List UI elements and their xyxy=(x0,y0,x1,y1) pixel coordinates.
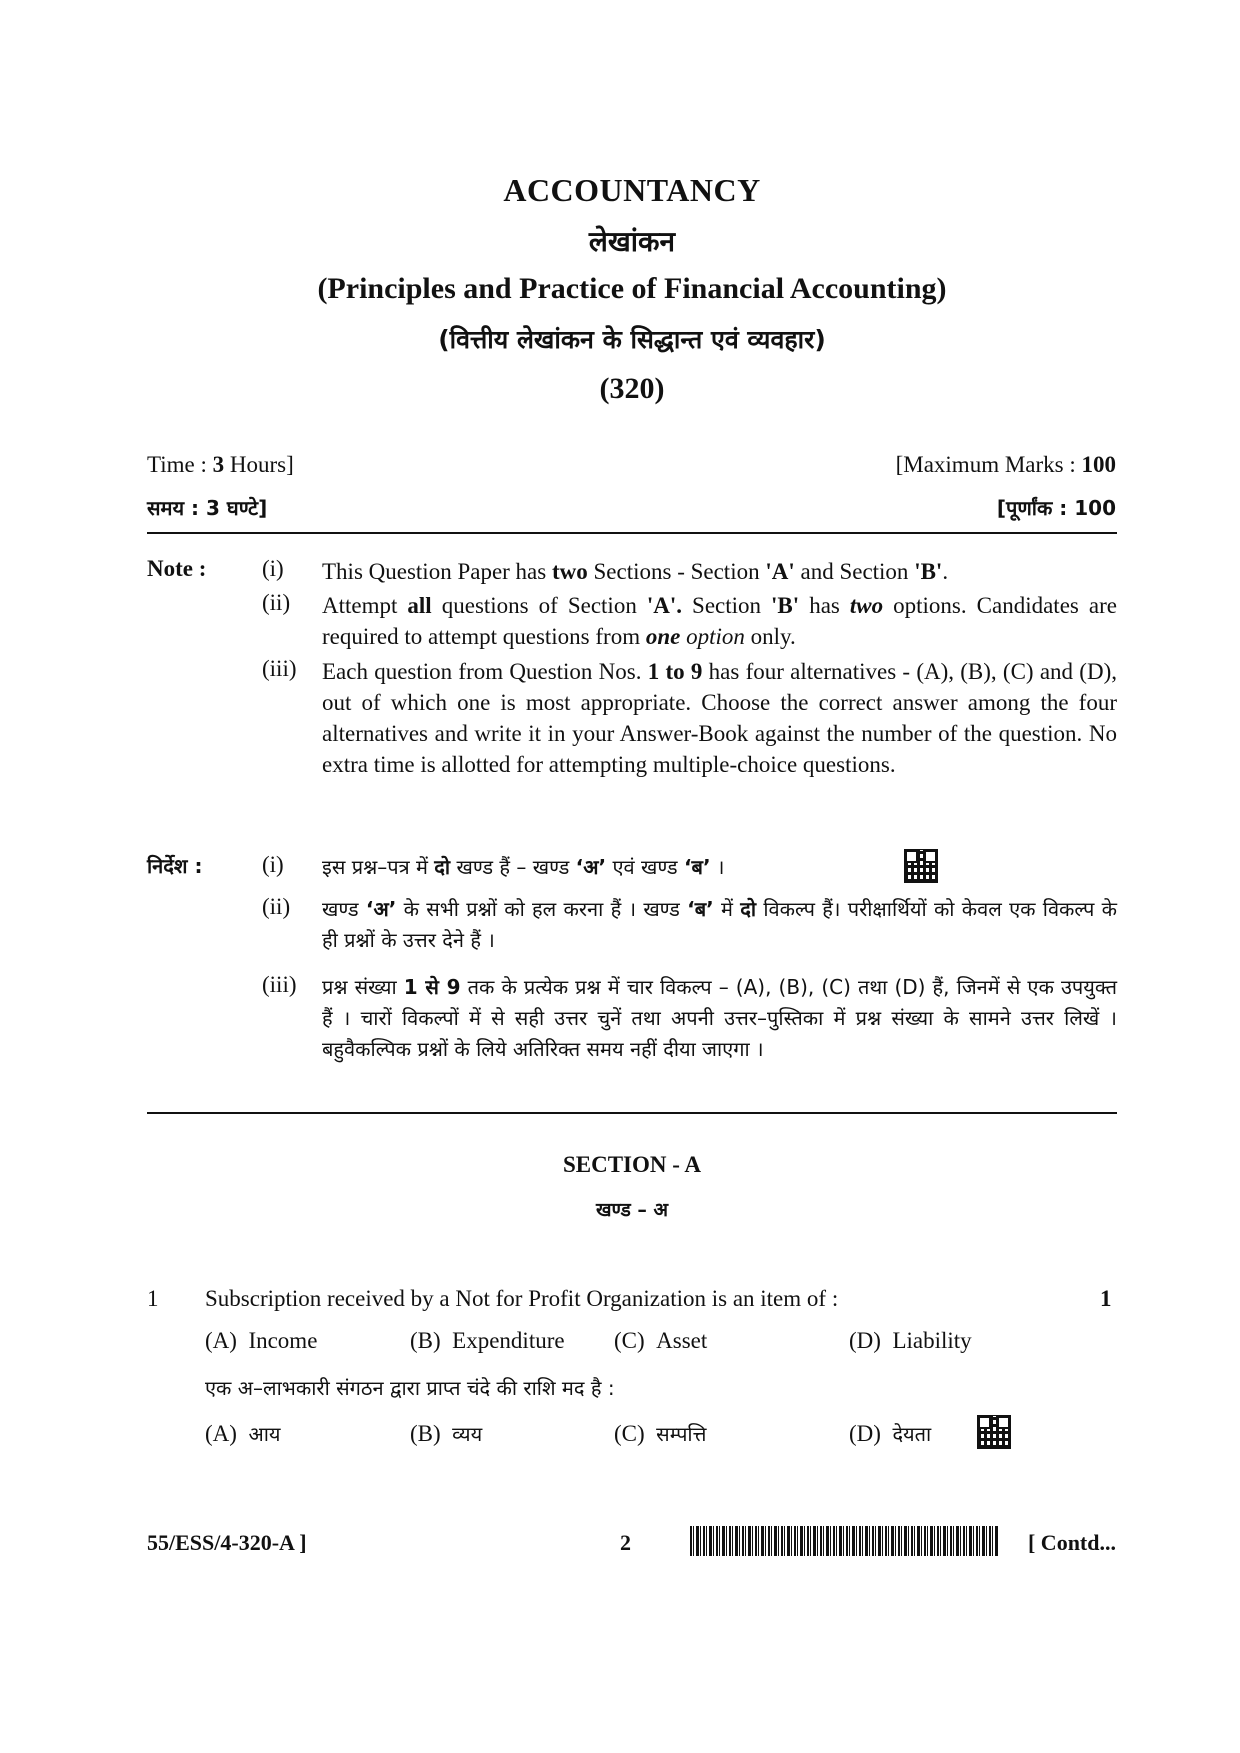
note-item: Attempt all questions of Section 'A'. Section 'B' has two options. Candidates are required to attempt questions from one option only. xyxy=(322,593,1117,649)
option-b: (B) Expenditure xyxy=(410,1328,565,1353)
time-allowed: Time : 3 Hours] xyxy=(147,452,294,477)
notes-divider xyxy=(147,1112,1117,1114)
option-d-hindi: (D) देयता xyxy=(849,1421,932,1446)
note-item-hindi: प्रश्न संख्या 1 से 9 तक के प्रत्येक प्रश्न में चार विकल्प – (A), (B), (C) तथा (D) हैं, जिनमें से एक उपयुक्त हैं । चारों विकल्पों में से सही उत्तर चुनें तथा अपनी उत्तर–पुस्तिका में प्रश्न संख्या के सामने उत्तर लिखें । बहुवैकल्पिक प्रश्नों के लिये अतिरिक्त समय नहीं दीया जाएगा । xyxy=(322,975,1117,1061)
note-item-number: (ii) xyxy=(262,894,291,919)
section-title-hindi: खण्ड – अ xyxy=(596,1199,668,1221)
header-divider xyxy=(147,532,1117,534)
question-number: 1 xyxy=(147,1286,159,1311)
option-b-hindi: (B) व्यय xyxy=(410,1421,483,1446)
paper-title: ACCOUNTANCY xyxy=(503,172,761,208)
note-item-number: (iii) xyxy=(262,972,297,997)
option-d: (D) Liability xyxy=(849,1328,972,1353)
paper-title-hindi: लेखांकन xyxy=(588,225,676,258)
question-text-hindi: एक अ–लाभकारी संगठन द्वारा प्राप्त चंदे की राशि मद है : xyxy=(205,1376,615,1400)
page-number: 2 xyxy=(620,1530,631,1555)
maximum-marks: [Maximum Marks : 100 xyxy=(895,452,1116,477)
note-item-number: (i) xyxy=(262,556,284,581)
paper-subtitle: (Principles and Practice of Financial Accounting) xyxy=(317,272,947,305)
paper-code-footer: 55/ESS/4-320-A ] xyxy=(147,1530,307,1555)
note-label-hindi: निर्देश : xyxy=(147,854,203,878)
qr-code-icon xyxy=(978,1416,1010,1448)
question-text: Subscription received by a Not for Profit Organization is an item of : xyxy=(205,1286,839,1311)
option-a-hindi: (A) आय xyxy=(205,1421,281,1446)
note-item-number: (iii) xyxy=(262,656,297,681)
note-item-number: (i) xyxy=(262,852,284,877)
note-item-number: (ii) xyxy=(262,590,291,615)
note-item-hindi: इस प्रश्न–पत्र में दो खण्ड हैं – खण्ड ‘अ’ एवं खण्ड ‘ब’ । xyxy=(322,855,725,879)
qr-code-icon xyxy=(905,850,937,882)
option-a: (A) Income xyxy=(205,1328,318,1353)
paper-subtitle-hindi: (वित्तीय लेखांकन के सिद्धान्त एवं व्यवहार) xyxy=(438,325,826,354)
note-label: Note : xyxy=(147,556,207,581)
paper-code: (320) xyxy=(599,372,665,405)
option-c: (C) Asset xyxy=(614,1328,708,1353)
question-marks: 1 xyxy=(1100,1286,1112,1311)
note-item-hindi: खण्ड ‘अ’ के सभी प्रश्नों को हल करना हैं । खण्ड ‘ब’ में दो विकल्प हैं। परीक्षार्थियों को केवल एक विकल्प के ही प्रश्नों के उत्तर देने हैं । xyxy=(322,897,1117,952)
note-item: Each question from Question Nos. 1 to 9 has four alternatives - (A), (B), (C) and (D), out of which one is most appropriate. Choose the correct answer among the four alternatives and write it in your Answer-Book against the number of the question. No extra time is allotted for attempting multiple-choice questions. xyxy=(322,659,1117,777)
barcode-icon xyxy=(690,1526,998,1556)
continued-label: [ Contd... xyxy=(1027,1530,1116,1555)
note-item: This Question Paper has two Sections - Section 'A' and Section 'B'. xyxy=(322,559,949,584)
section-title: SECTION - A xyxy=(562,1152,702,1177)
maximum-marks-hindi: [पूर्णांक : 100 xyxy=(996,496,1116,520)
time-allowed-hindi: समय : 3 घण्टे] xyxy=(147,496,268,520)
option-c-hindi: (C) सम्पत्ति xyxy=(614,1421,707,1446)
